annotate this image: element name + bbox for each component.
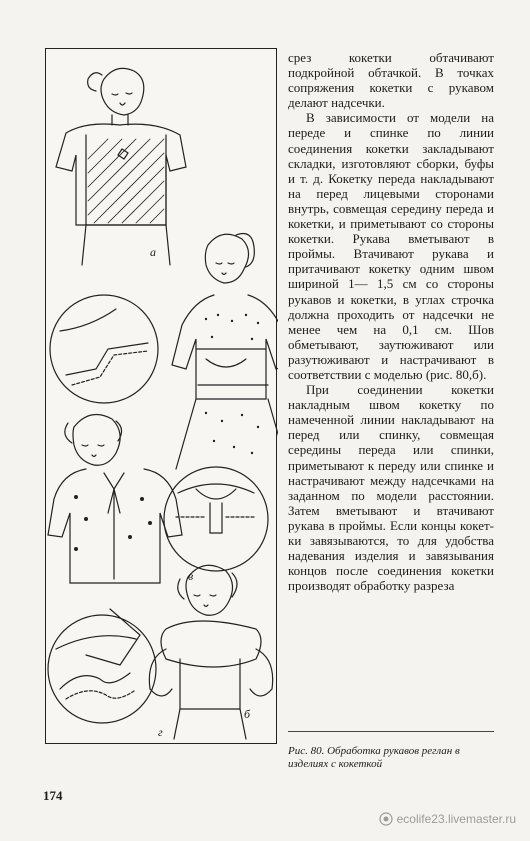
figure-b-drawing: [172, 234, 278, 470]
figure-v-drawing: [48, 415, 182, 584]
detail-circle-1: [50, 295, 158, 403]
figure-label-g: г: [158, 725, 163, 739]
page-number: 174: [43, 788, 63, 803]
figure-v-flowers: [74, 495, 152, 551]
fashion-illustrations: [46, 49, 278, 745]
figure-caption: Рис. 80. Обработка рукавов реглан в изделиях с кокеткой: [288, 745, 460, 770]
watermark-text: ecolife23.livemaster.ru: [396, 812, 516, 826]
illustration-panel: [45, 48, 277, 744]
caption-divider: [288, 731, 494, 732]
watermark: [379, 812, 516, 826]
paragraph-3: При соединении кокетки накладным швом кокетку по намеченной линии накладывают на перед или спинку, совмещая середины переда или спинки, приметывают к переду или спинке и настрачивают между надсечками на заданном по модели расстоянии. Затем вметывают и втачивают рукава в проймы. Если концы кокетки завязываются, то для удобства надевания изделия и завязывания концов после соединения кокетки производят обработку разреза: [288, 382, 494, 594]
detail-circle-3: [48, 615, 156, 723]
watermark-logo-icon: [379, 812, 393, 826]
body-text-column: [288, 50, 494, 593]
figure-label-a: а: [150, 245, 156, 259]
paragraph-2: В зависимости от модели на переде и спинке по линии соединения кокетки закладывают складки, изготовляют сборки, буфы и т. д. Кокетку переда накладывают на перед лицевыми сторонами внутрь, совмещая середину переда и кокетки, и приметывают со стороны кокетки. Рукава вметывают в проймы. Втачивают рукава и притачивают кокетку одним швом шириной 1— 1,5 см со стороны рукавов и кокетки, в углах строчка должна проходить от надсечки не менее чем на 0,1 см. Шов обметывают, заутюживают или разутюживают и настрачивают в соответствии с моделью (рис. 80,б).: [288, 110, 494, 382]
figure-label-v: в: [188, 569, 194, 583]
paragraph-1: срез кокетки обтачивают подкройной обтачкой. В точках сопряжения кокетки с рукавом делают надсечки.: [288, 50, 494, 111]
figure-g-drawing: [149, 565, 272, 739]
figure-label-b: б: [244, 707, 251, 721]
figure-b-dots: [205, 314, 259, 454]
figure-a-drawing: [56, 68, 186, 225]
